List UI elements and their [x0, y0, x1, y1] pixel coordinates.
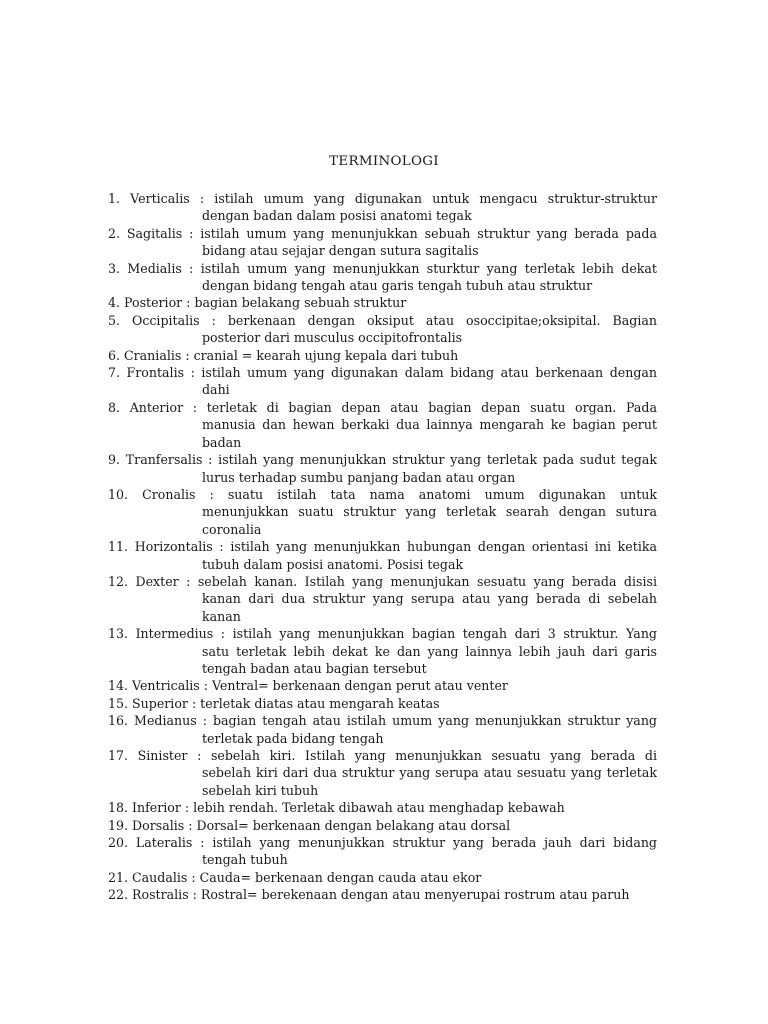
term-line: 19. Dorsalis : Dorsal= berkenaan dengan belakang atau dorsal — [108, 817, 511, 833]
term-line: 3. Medialis : istilah umum yang menunjukkan sturktur yang terletak lebih dekat — [108, 260, 657, 276]
term-line: 4. Posterior : bagian belakang sebuah struktur — [108, 295, 407, 311]
term-line: 6. Cranialis : cranial = kearah ujung kepala dari tubuh — [108, 347, 459, 363]
term-continuation-line: sebelah kiri dari dua struktur yang serupa atau sesuatu yang terletak — [202, 765, 657, 781]
term-continuation-line: manusia dan hewan berkaki dua lainnya mengarah ke bagian perut — [202, 417, 657, 433]
term-entry — [108, 799, 657, 816]
term-entry — [108, 312, 657, 347]
term-line: 14. Ventricalis : Ventral= berkenaan dengan perut atau venter — [108, 678, 508, 694]
term-entry — [108, 364, 657, 399]
term-entry — [108, 677, 657, 694]
term-line: 22. Rostralis : Rostral= berekenaan dengan atau menyerupai rostrum atau paruh — [108, 887, 630, 903]
term-line: 7. Frontalis : istilah umum yang digunakan dalam bidang atau berkenaan dengan — [108, 365, 657, 381]
term-continuation-line: posterior dari musculus occipitofrontalis — [202, 330, 463, 346]
term-entry — [108, 886, 657, 903]
term-entry — [108, 451, 657, 486]
page-title: TERMINOLOGI — [329, 154, 439, 169]
term-continuation-line: sebelah kiri tubuh — [202, 782, 319, 798]
term-entry — [108, 695, 657, 712]
term-entry — [108, 817, 657, 834]
term-entry — [108, 712, 657, 747]
term-continuation-line: tubuh dalam posisi anatomi. Posisi tegak — [202, 556, 464, 572]
term-line: 13. Intermedius : istilah yang menunjukkan bagian tengah dari 3 struktur. Yang — [108, 626, 657, 642]
term-continuation-line: bidang atau sejajar dengan sutura sagitalis — [202, 243, 479, 259]
term-line: 5. Occipitalis : berkenaan dengan oksiput atau osoccipitae;oksipital. Bagian — [108, 312, 657, 328]
term-continuation-line: dengan badan dalam posisi anatomi tegak — [202, 208, 472, 224]
term-line: 15. Superior : terletak diatas atau mengarah keatas — [108, 695, 440, 711]
term-continuation-line: kanan — [202, 608, 241, 624]
term-entry — [108, 225, 657, 260]
term-line: 16. Medianus : bagian tengah atau istilah umum yang menunjukkan struktur yang — [108, 713, 657, 729]
term-entry — [108, 573, 657, 625]
term-entry — [108, 625, 657, 677]
term-line: 9. Tranfersalis : istilah yang menunjukkan struktur yang terletak pada sudut tegak — [108, 452, 657, 468]
term-entry — [108, 869, 657, 886]
term-continuation-line: satu terletak lebih dekat ke dan yang lainnya lebih jauh dari garis — [202, 643, 657, 659]
term-entry — [108, 399, 657, 451]
term-entry — [108, 260, 657, 295]
term-continuation-line: lurus terhadap sumbu panjang badan atau organ — [202, 469, 516, 485]
term-continuation-line: badan — [202, 434, 242, 450]
term-line: 1. Verticalis : istilah umum yang digunakan untuk mengacu struktur-struktur — [108, 191, 657, 206]
term-entry — [108, 834, 657, 869]
term-continuation-line: coronalia — [202, 521, 262, 537]
term-continuation-line: dahi — [202, 382, 230, 398]
term-line: 18. Inferior : lebih rendah. Terletak dibawah atau menghadap kebawah — [108, 800, 565, 816]
term-continuation-line: menunjukkan suatu struktur yang terletak searah dengan sutura — [202, 504, 657, 520]
term-entry — [108, 486, 657, 538]
term-line: 2. Sagitalis : istilah umum yang menunjukkan sebuah struktur yang berada pada — [108, 225, 657, 241]
term-continuation-line: dengan bidang tengah atau garis tengah tubuh atau struktur — [202, 278, 593, 294]
term-line: 11. Horizontalis : istilah yang menunjukkan hubungan dengan orientasi ini ketika — [108, 539, 657, 555]
term-entry — [108, 538, 657, 573]
term-entry — [108, 747, 657, 799]
term-line: 20. Lateralis : istilah yang menunjukkan struktur yang berada jauh dari bidang — [108, 835, 657, 851]
term-continuation-line: tengah tubuh — [202, 852, 288, 868]
term-line: 12. Dexter : sebelah kanan. Istilah yang menunjukan sesuatu yang berada disisi — [108, 573, 657, 589]
term-entry — [108, 190, 657, 225]
term-line: 8. Anterior : terletak di bagian depan atau bagian depan suatu organ. Pada — [108, 399, 657, 415]
term-continuation-line: terletak pada bidang tengah — [202, 730, 384, 746]
term-entry — [108, 347, 657, 364]
term-continuation-line: kanan dari dua struktur yang serupa atau yang berada di sebelah — [202, 591, 657, 607]
terminology-list — [108, 190, 657, 904]
term-line: 21. Caudalis : Cauda= berkenaan dengan cauda atau ekor — [108, 869, 482, 885]
term-entry — [108, 294, 657, 311]
term-line: 17. Sinister : sebelah kiri. Istilah yang menunjukkan sesuatu yang berada di — [108, 748, 657, 763]
term-continuation-line: tengah badan atau bagian tersebut — [202, 660, 427, 676]
term-line: 10. Cronalis : suatu istilah tata nama anatomi umum digunakan untuk — [108, 486, 657, 502]
